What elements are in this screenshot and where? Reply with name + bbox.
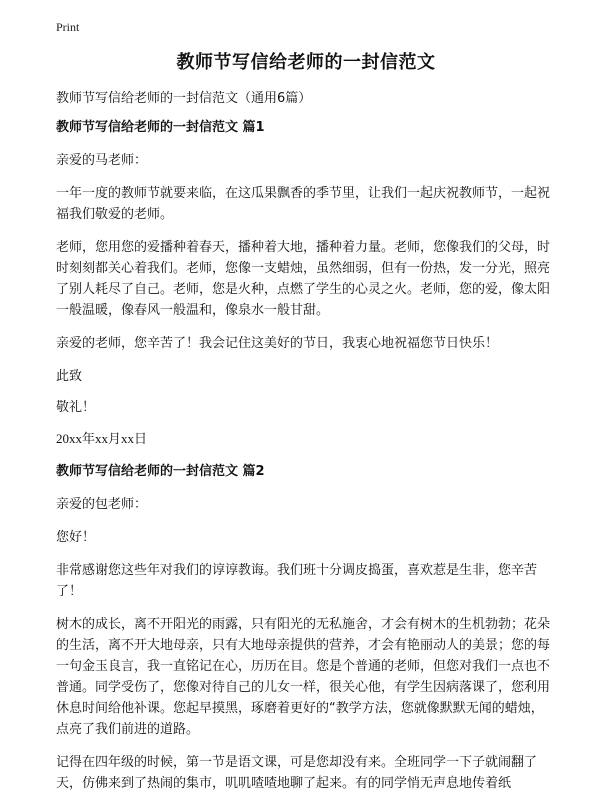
letter-paragraph: 树木的成长，离不开阳光的雨露，只有阳光的无私施舍，才会有树木的生机勃勃；花朵的生活，离不开大地母亲，只有大地母亲提供的营养，才会有艳丽动人的美景；您的每一句金玉良言，我一直铭记在心，历历在目。您是个普通的老师，但您对我们一点也不普通。同学受伤了，您像对待自己的儿女一样，很关心他，有学生因病落课了，您利用休息时间给他补课。您起早摸黑，琢磨着更好的“教学方法，您就像默默无闻的蜡烛，点亮了我们前进的道路。 <box>56 617 551 737</box>
letter-paragraph: 非常感谢您这些年对我们的谆谆教诲。我们班十分调皮捣蛋，喜欢惹是生非，您辛苦了！ <box>56 563 538 599</box>
section-heading-2: 教师节写信给老师的一封信范文 篇2 <box>56 464 265 479</box>
document-body <box>56 48 556 806</box>
letter-paragraph: 老师，您用您的爱播种着春天，播种着大地，播种着力量。老师，您像我们的父母，时时刻刻都关心着我们。老师，您像一支蜡烛，虽然细弱，但有一份热，发一分光，照亮了别人耗尽了自己。老师，您是火种，点燃了学生的心灵之火。老师，您的爱，像太阳一般温暖，像春风一般温和，像泉水一般甘甜。 <box>56 240 551 318</box>
letter-greeting-2: 亲爱的包老师： <box>56 497 148 512</box>
print-link[interactable]: Print <box>56 20 80 34</box>
letter-paragraph: 记得在四年级的时候，第一节是语文课，可是您却没有来。全班同学一下子就闹翻了天，仿佛来到了热闹的集市，叽叽喳喳地聊了起来。有的同学悄无声息地传着纸 <box>56 755 538 791</box>
letter-paragraph: 一年一度的教师节就要来临，在这瓜果飘香的季节里，让我们一起庆祝教师节，一起祝福我们敬爱的老师。 <box>56 186 551 222</box>
letter-hello: 您好！ <box>56 530 96 545</box>
section-heading-1: 教师节写信给老师的一封信范文 篇1 <box>56 120 265 135</box>
letter-salute: 敬礼！ <box>56 400 96 415</box>
document-title: 教师节写信给老师的一封信范文 <box>176 52 436 73</box>
letter-paragraph: 亲爱的老师，您辛苦了！我会记住这美好的节日，我衷心地祝福您节日快乐！ <box>56 336 499 351</box>
letter-closing: 此致 <box>56 369 83 384</box>
letter-date: 20xx年xx月xx日 <box>56 431 148 446</box>
letter-greeting-1: 亲爱的马老师： <box>56 153 148 168</box>
document-subtitle: 教师节写信给老师的一封信范文（通用6篇） <box>56 91 312 106</box>
